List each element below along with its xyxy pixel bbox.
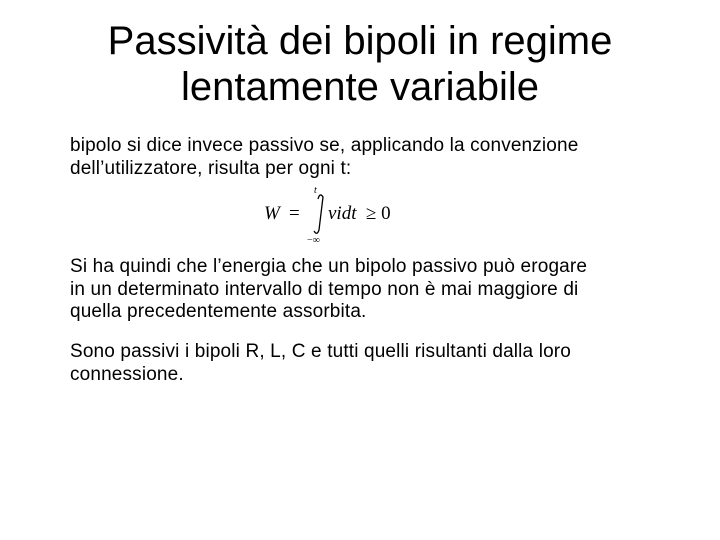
formula-integrand: vidt xyxy=(328,203,357,224)
formula-equals: = xyxy=(289,203,300,224)
title-line-2: lentamente variabile xyxy=(181,65,539,109)
passive-bipoles-paragraph xyxy=(70,341,571,386)
formula-upper-limit: t xyxy=(314,185,317,196)
energy-paragraph xyxy=(70,256,587,324)
passive-line-2: connessione. xyxy=(70,363,184,385)
energy-line-2: in un determinato intervallo di tempo non è mai maggiore di xyxy=(70,278,579,300)
title-line-1: Passività dei bipoli in regime xyxy=(107,19,613,63)
intro-line-2: dell’utilizzatore, risulta per ogni t: xyxy=(70,157,352,179)
formula-lhs: W xyxy=(264,203,280,224)
formula-lower-limit: −∞ xyxy=(307,235,320,246)
energy-line-1: Si ha quindi che l’energia che un bipolo passivo può erogare xyxy=(70,256,588,277)
formula-graphic xyxy=(262,184,412,246)
formula-relation: ≥ 0 xyxy=(366,203,391,224)
integral-sign xyxy=(314,195,323,233)
energy-line-3: quella precedentemente assorbita. xyxy=(70,301,367,322)
passive-line-1: Sono passivi i bipoli R, L, C e tutti quelli risultanti dalla loro xyxy=(70,341,571,362)
intro-paragraph xyxy=(70,135,578,180)
intro-line-1: bipolo si dice invece passivo se, applicando la convenzione xyxy=(70,135,579,156)
slide-title xyxy=(0,18,720,110)
energy-formula xyxy=(262,184,412,246)
